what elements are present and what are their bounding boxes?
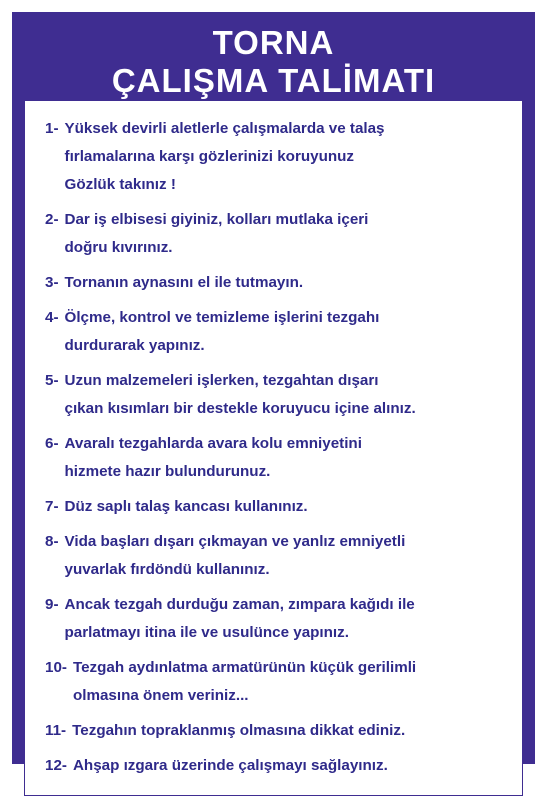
instruction-number: 10- — [45, 659, 67, 676]
instruction-text — [65, 206, 512, 262]
instruction-line: yuvarlak fırdöndü kullanınız. — [64, 561, 270, 578]
title-line-1: TORNA — [212, 24, 335, 61]
instruction-number: 8- — [45, 533, 59, 550]
instruction-line: parlatmayı itina ile ve usulünce yapınız. — [64, 624, 349, 641]
instruction-number: 12- — [45, 757, 67, 774]
instruction-text — [72, 717, 512, 745]
instruction-number: 7- — [45, 498, 59, 515]
instruction-item — [45, 367, 512, 423]
instruction-line: Ancak tezgah durduğu zaman, zımpara kağıdı ile — [64, 596, 415, 613]
instruction-line: Uzun malzemeleri işlerken, tezgahtan dışarı — [64, 372, 379, 389]
instruction-number: 2- — [45, 211, 59, 228]
instruction-line: Tezgahın topraklanmış olmasına dikkat ediniz. — [72, 722, 406, 739]
instruction-item — [45, 528, 512, 584]
instruction-item — [45, 206, 512, 262]
instruction-line: olmasına önem veriniz... — [72, 687, 249, 704]
instruction-text — [65, 304, 512, 360]
instruction-text — [65, 493, 512, 521]
instruction-line: Düz saplı talaş kancası kullanınız. — [64, 498, 308, 515]
instruction-line: Ölçme, kontrol ve temizleme işlerini tezgahı — [64, 309, 380, 326]
instruction-text — [65, 269, 512, 297]
instruction-number: 4- — [45, 309, 59, 326]
instruction-line: Tornanın aynasını el ile tutmayın. — [64, 274, 304, 291]
instruction-number: 6- — [45, 435, 59, 452]
title-line-2: ÇALIŞMA TALİMATI — [111, 62, 436, 99]
instruction-line: doğru kıvırınız. — [64, 239, 173, 256]
instruction-line: Dar iş elbisesi giyiniz, kolları mutlaka içeri — [64, 211, 369, 228]
instruction-text — [65, 115, 512, 199]
instruction-item — [45, 493, 512, 521]
instruction-item — [45, 304, 512, 360]
instruction-line: Ahşap ızgara üzerinde çalışmayı sağlayınız. — [72, 757, 388, 774]
instruction-line: Vida başları dışarı çıkmayan ve yanlız emniyetli — [64, 533, 406, 550]
instruction-item — [45, 654, 512, 710]
instruction-number: 1- — [45, 120, 59, 137]
instruction-line: Gözlük takınız ! — [64, 176, 176, 193]
sign-inner — [24, 24, 523, 774]
instruction-line: hizmete hazır bulundurunuz. — [64, 463, 271, 480]
instruction-text — [65, 528, 512, 584]
safety-sign — [12, 12, 535, 774]
instruction-item — [45, 115, 512, 199]
instruction-text — [65, 430, 512, 486]
instruction-line: durdurarak yapınız. — [64, 337, 205, 354]
instruction-line: çıkan kısımları bir destekle koruyucu içine alınız. — [64, 400, 416, 417]
instruction-line: Tezgah aydınlatma armatürünün küçük gerilimli — [72, 659, 417, 676]
instruction-item — [45, 269, 512, 297]
instruction-number: 3- — [45, 274, 59, 291]
instruction-item — [45, 591, 512, 647]
sign-header — [24, 24, 523, 100]
instruction-text — [65, 591, 512, 647]
instruction-number: 5- — [45, 372, 59, 389]
instruction-text — [65, 367, 512, 423]
instruction-item — [45, 717, 512, 745]
instruction-number: 9- — [45, 596, 59, 613]
instruction-item — [45, 430, 512, 486]
instruction-line: Yüksek devirli aletlerle çalışmalarda ve talaş — [64, 120, 385, 137]
instruction-line: fırlamalarına karşı gözlerinizi koruyunuz — [64, 148, 355, 165]
instruction-text — [73, 654, 512, 710]
instruction-list — [24, 100, 523, 796]
instruction-number: 11- — [45, 722, 67, 739]
instruction-line: Avaralı tezgahlarda avara kolu emniyetini — [64, 435, 362, 452]
